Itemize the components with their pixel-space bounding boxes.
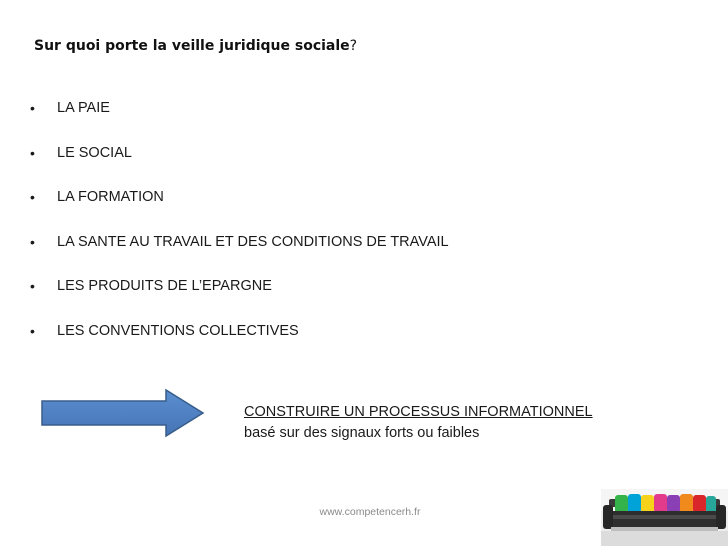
slide-title-text: Sur quoi porte la veille juridique sociale (34, 38, 350, 54)
bullet-icon: • (30, 100, 35, 116)
slide-title-suffix: ? (349, 38, 358, 54)
bullet-icon: • (30, 322, 35, 339)
process-heading: CONSTRUIRE UN PROCESSUS INFORMATIONNEL (244, 404, 593, 420)
footer-url: www.competencerh.fr (319, 506, 421, 518)
bullet-item (30, 321, 449, 366)
bullet-item (30, 276, 449, 321)
bullet-item (30, 98, 449, 143)
process-subtext: basé sur des signaux forts ou faibles (244, 425, 480, 441)
colorful-sofa-image (601, 489, 728, 546)
process-text-block (244, 402, 593, 444)
bullet-icon: • (30, 144, 35, 161)
bullet-item (30, 232, 449, 277)
bullet-text: LES CONVENTIONS COLLECTIVES (57, 322, 299, 339)
bullet-item (30, 143, 449, 188)
bullet-text: LE SOCIAL (57, 144, 132, 161)
bullet-list (30, 98, 449, 366)
bullet-text: LA SANTE AU TRAVAIL ET DES CONDITIONS DE TRAVAIL (57, 233, 449, 250)
bullet-text: LA PAIE (57, 100, 110, 116)
bullet-icon: • (30, 189, 35, 206)
right-arrow-icon (40, 388, 206, 438)
bullet-icon: • (30, 278, 35, 295)
bullet-icon: • (30, 233, 35, 250)
bullet-text: LA FORMATION (57, 189, 164, 206)
bullet-item (30, 187, 449, 232)
bullet-text: LES PRODUITS DE L’EPARGNE (57, 278, 272, 295)
slide-title (34, 38, 357, 54)
